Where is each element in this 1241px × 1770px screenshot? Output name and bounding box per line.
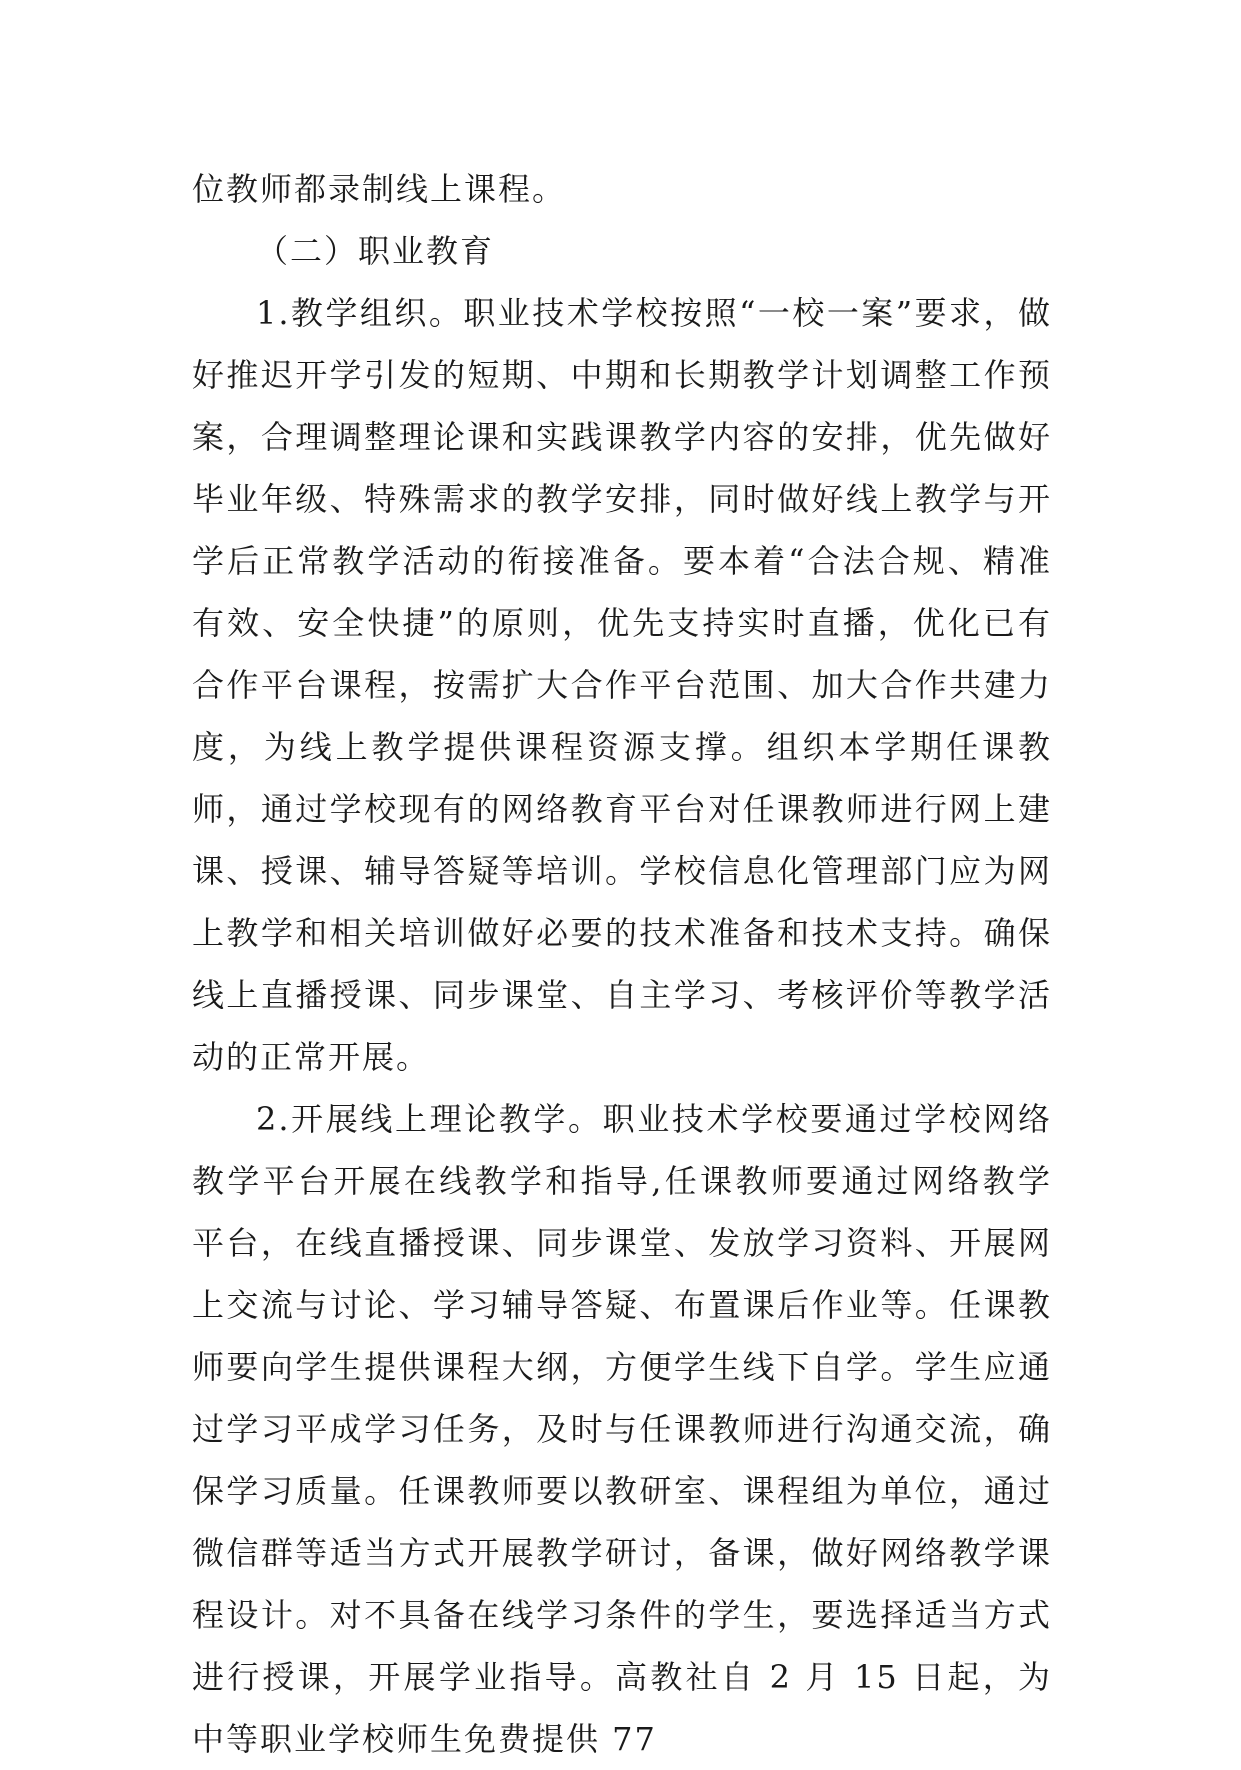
section-heading: （二）职业教育: [256, 232, 495, 270]
paragraph-online-theory-teaching: 2.开展线上理论教学。职业技术学校要通过学校网络教学平台开展在线教学和指导,任课教师要通过网络教学平台，在线直播授课、同步课堂、发放学习资料、开展网上交流与讨论、学习辅导答疑、布置课后作业等。任课教师要向学生提供课程大纲，方便学生线下自学。学生应通过学习平成学习任务，及时与任课教师进行沟通交流，确保学习质量。任课教师要以教研室、课程组为单位，通过微信群等适当方式开展教学研讨，备课，做好网络教学课程设计。对不具备在线学习条件的学生，要选择适当方式进行授课，开展学业指导。高教社自 2 月 15 日起，为中等职业学校师生免费提供 77: [192, 1100, 1052, 1758]
paragraph-teaching-organization: 1.教学组织。职业技术学校按照“一校一案”要求，做好推迟开学引发的短期、中期和长期教学计划调整工作预案，合理调整理论课和实践课教学内容的安排，优先做好毕业年级、特殊需求的教学安排，同时做好线上教学与开学后正常教学活动的衔接准备。要本着“合法合规、精准有效、安全快捷”的原则，优先支持实时直播，优化已有合作平台课程，按需扩大合作平台范围、加大合作共建力度，为线上教学提供课程资源支撑。组织本学期任课教师，通过学校现有的网络教育平台对任课教师进行网上建课、授课、辅导答疑等培训。学校信息化管理部门应为网上教学和相关培训做好必要的技术准备和技术支持。确保线上直播授课、同步课堂、自主学习、考核评价等教学活动的正常开展。: [192, 294, 1052, 1076]
document-body: [192, 158, 1052, 1770]
continued-paragraph: 位教师都录制线上课程。: [192, 170, 567, 208]
